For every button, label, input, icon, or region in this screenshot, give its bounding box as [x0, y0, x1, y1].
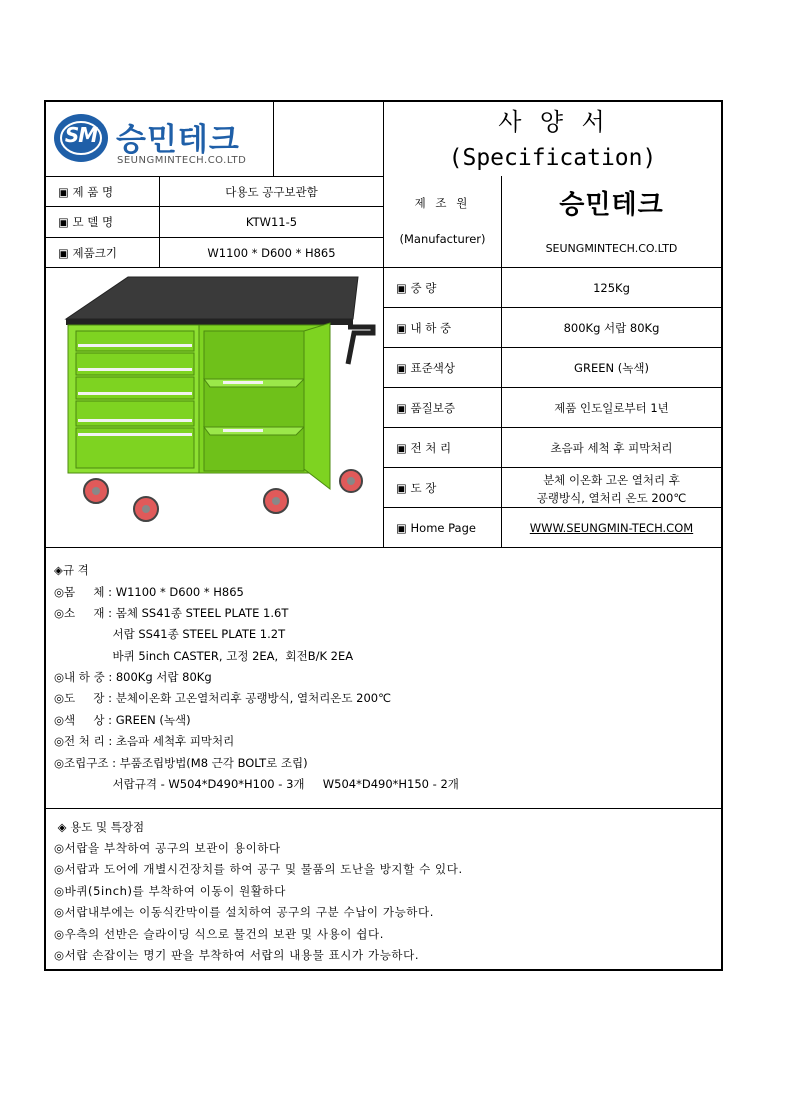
feature-item: ◎바퀴(5inch)를 부착하여 이동이 원활하다 [54, 884, 286, 898]
coating-label: ▣ 도 장 [396, 480, 437, 495]
features-heading: ◈ 용도 및 특장점 [54, 820, 145, 834]
product-image [48, 269, 381, 545]
specs-line: ◎몸 체 : W1100 * D600 * H865 [54, 585, 244, 599]
load-capacity-value: 800Kg 서랍 80Kg [563, 320, 660, 335]
manufacturer-name: 승민테크 [559, 189, 664, 220]
homepage-link[interactable]: WWW.SEUNGMIN-TECH.COM [529, 520, 694, 535]
model-name-value: KTW11-5 [245, 215, 298, 229]
feature-item: ◎서랍을 부착하여 공구의 보관이 용이하다 [54, 841, 281, 855]
model-name-label: ▣ 모 델 명 [58, 215, 114, 229]
title-english: (Specification) [448, 145, 657, 171]
specs-line: 서랍 SS41종 STEEL PLATE 1.2T [54, 627, 286, 641]
logo-mark: SM [64, 123, 98, 147]
specs-line: 서랍규격 - W504*D490*H100 - 3개 W504*D490*H150 - 2개 [54, 777, 459, 791]
weight-value: 125Kg [593, 280, 630, 295]
specs-line: 바퀴 5inch CASTER, 고정 2EA, 회전B/K 2EA [54, 649, 354, 663]
manufacturer-label-en: (Manufacturer) [399, 232, 486, 246]
manufacturer-label: 제 조 원 [414, 196, 471, 210]
standard-color-label: ▣ 표준색상 [396, 360, 455, 375]
pretreatment-label: ▣ 전 처 리 [396, 440, 452, 455]
logo-subtitle: SEUNGMINTECH.CO.LTD [117, 155, 247, 166]
spec-sheet [44, 100, 723, 971]
title-korean: 사 양 서 [498, 107, 607, 136]
feature-item: ◎서랍 손잡이는 명기 판을 부착하여 서랍의 내용물 표시가 가능하다. [54, 948, 420, 962]
specs-line: ◎소 재 : 몸체 SS41종 STEEL PLATE 1.6T [54, 606, 289, 620]
coating-value-line2: 공랭방식, 열처리 온도 200℃ [536, 491, 687, 505]
specs-line: ◎조립구조 : 부품조립방법(M8 근각 BOLT로 조립) [54, 756, 308, 770]
divider [273, 102, 274, 176]
homepage-label: ▣ Home Page [396, 520, 476, 535]
product-size-value: W1100 * D600 * H865 [207, 245, 336, 260]
tool-cabinet-illustration [48, 269, 381, 545]
specs-line: ◎색 상 : GREEN (녹색) [54, 713, 191, 727]
company-logo [52, 110, 272, 172]
divider [46, 547, 721, 548]
coating-value-line1: 분체 이온화 고온 열처리 후 [543, 473, 680, 487]
standard-color-value: GREEN (녹색) [574, 360, 649, 375]
divider [46, 808, 721, 809]
product-name-value: 다용도 공구보관함 [225, 184, 318, 199]
product-size-label: ▣ 제품크기 [58, 245, 117, 260]
pretreatment-value: 초음파 세척 후 피막처리 [550, 440, 673, 455]
logo-name: 승민테크 [116, 122, 240, 158]
specs-line: ◎도 장 : 분체이온화 고온열처리후 공랭방식, 열처리온도 200℃ [54, 691, 392, 705]
warranty-value: 제품 인도일로부터 1년 [554, 400, 669, 415]
specs-heading: ◈규 격 [54, 563, 89, 577]
specs-line: ◎내 하 중 : 800Kg 서랍 80Kg [54, 670, 212, 684]
load-capacity-label: ▣ 내 하 중 [396, 320, 452, 335]
product-name-label: ▣ 제 품 명 [58, 184, 114, 199]
manufacturer-name-en: SEUNGMINTECH.CO.LTD [545, 241, 678, 255]
feature-item: ◎우측의 선반은 슬라이딩 식으로 물건의 보관 및 사용이 쉽다. [54, 927, 384, 941]
feature-item: ◎서랍내부에는 이동식칸막이를 설치하여 공구의 구분 수납이 가능하다. [54, 905, 434, 919]
specs-line: ◎전 처 리 : 초음파 세척후 피막처리 [54, 734, 235, 748]
weight-label: ▣ 중 량 [396, 280, 437, 295]
feature-item: ◎서랍과 도어에 개별시건장치를 하여 공구 및 물품의 도난을 방지할 수 있다. [54, 862, 463, 876]
warranty-label: ▣ 품질보증 [396, 400, 455, 415]
